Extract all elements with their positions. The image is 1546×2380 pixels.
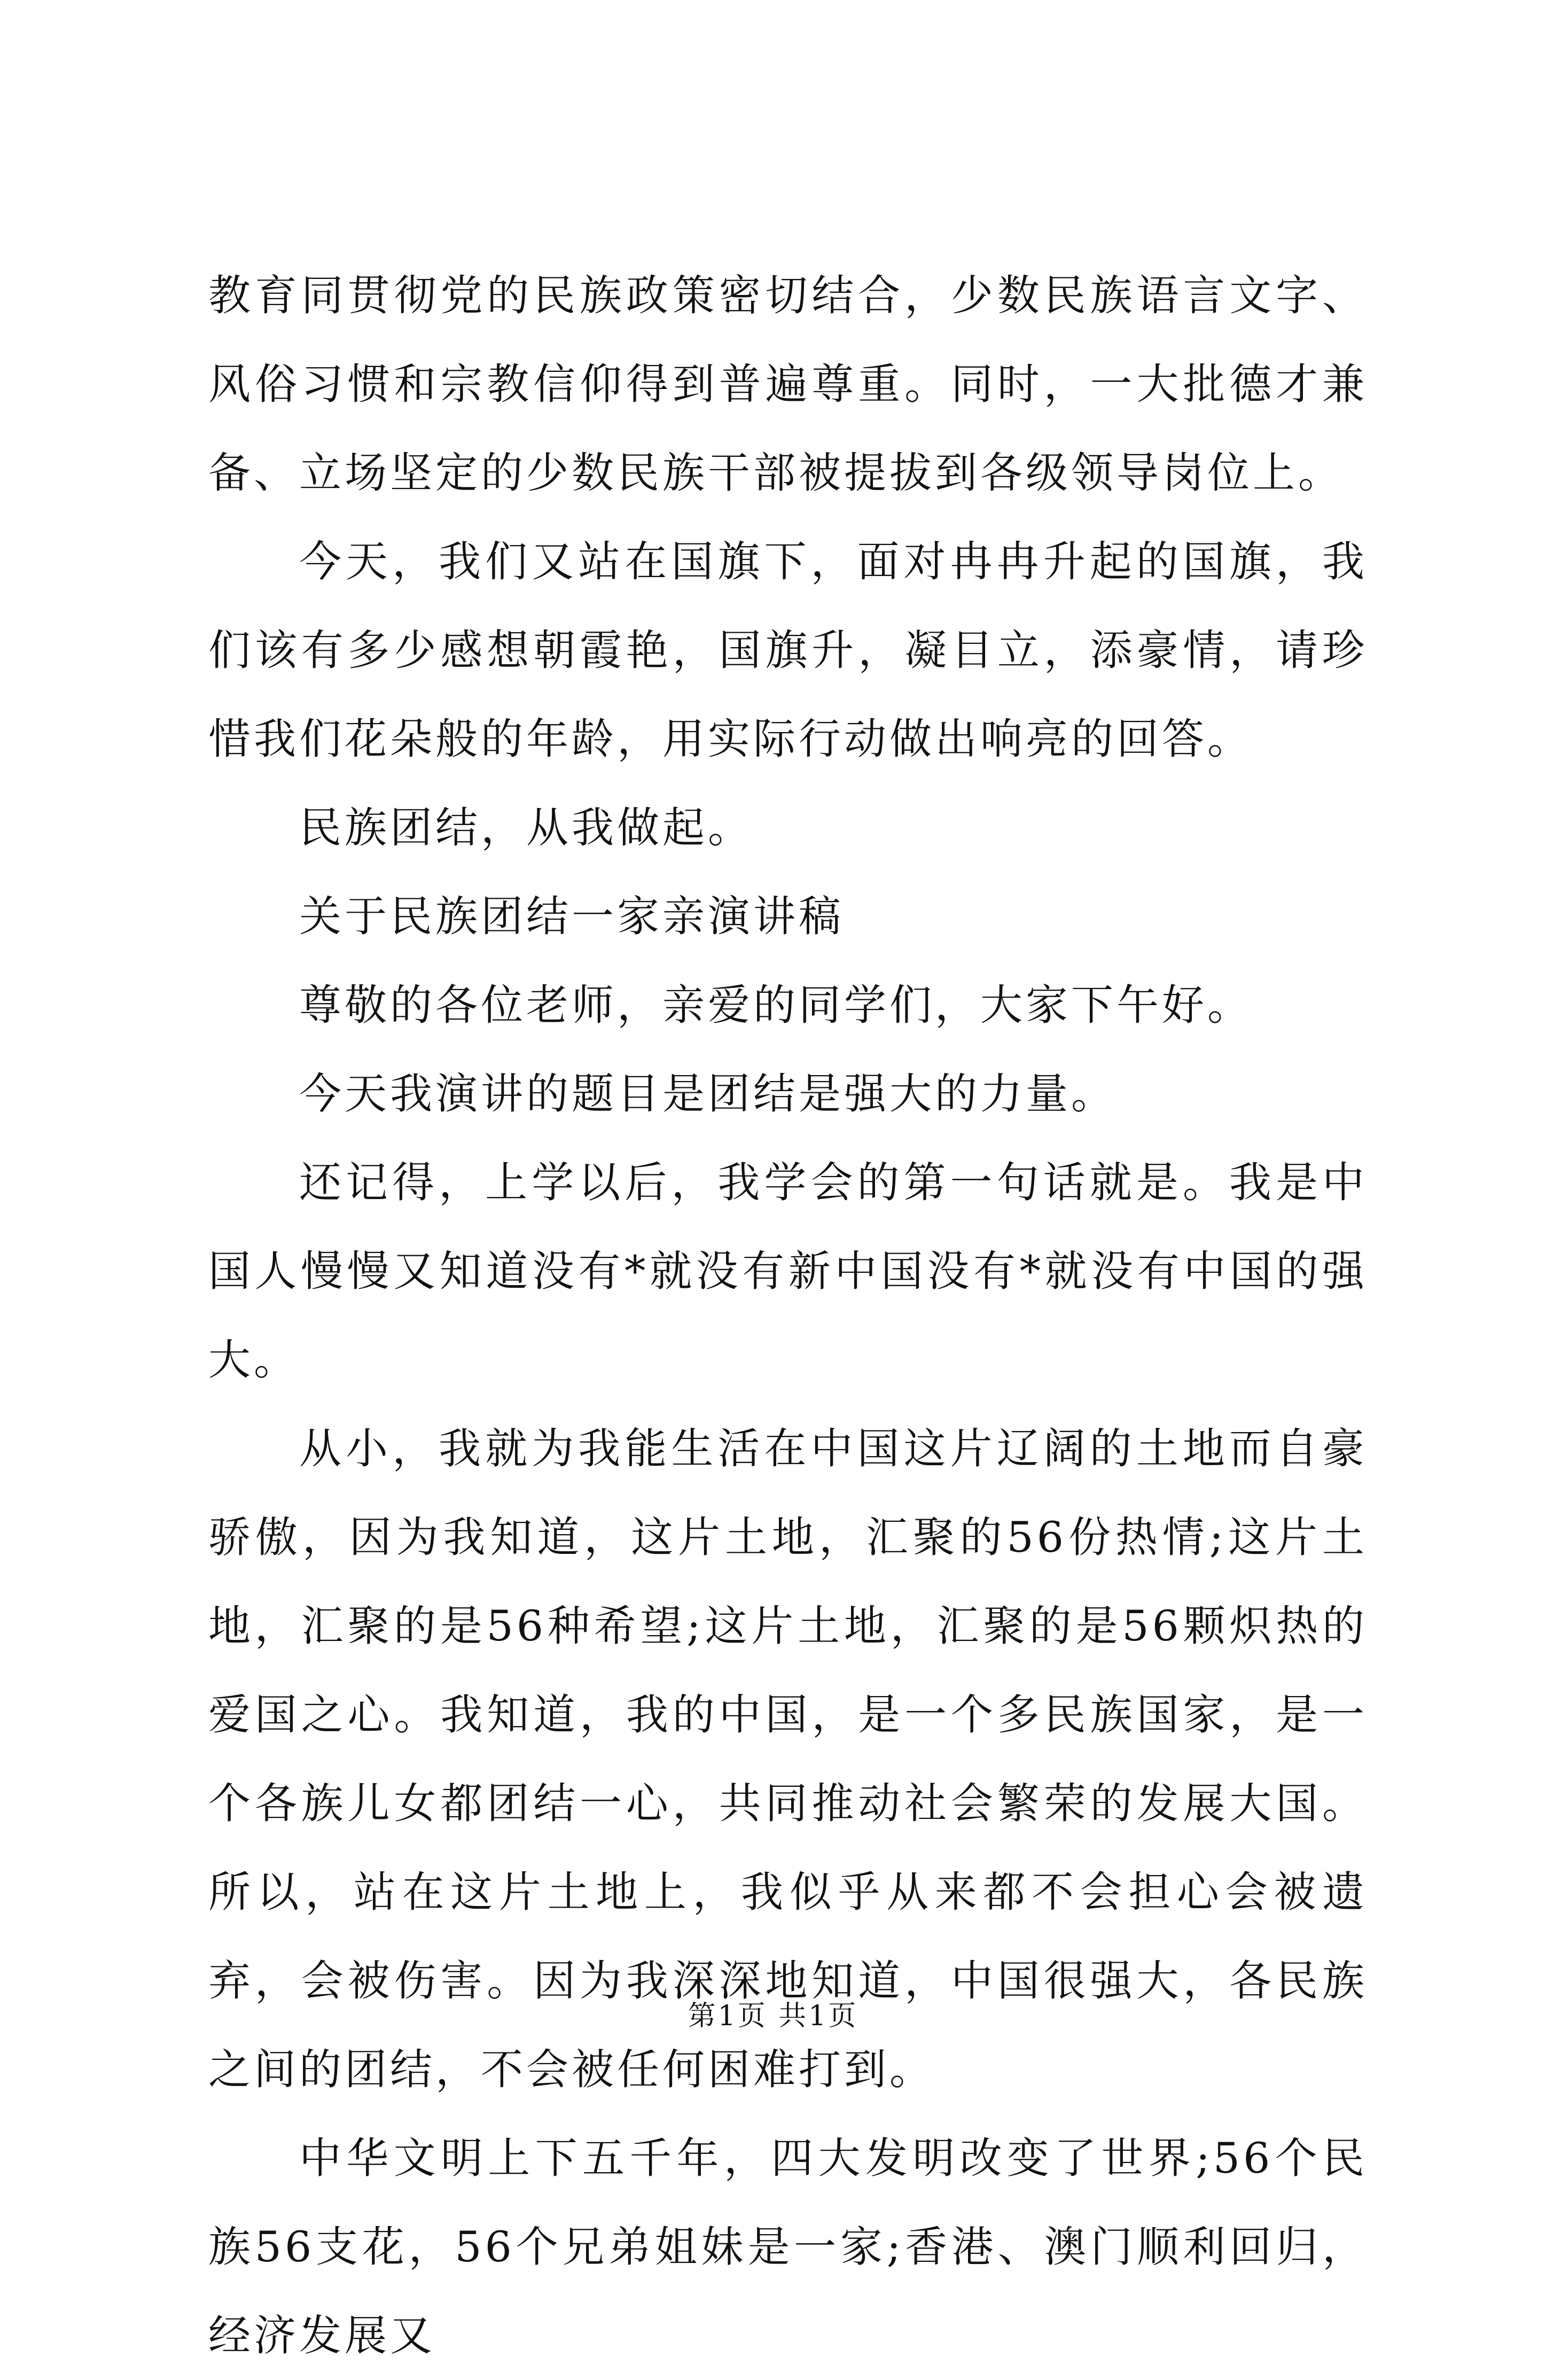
page-footer: 第1页 共1页 (688, 2000, 858, 2032)
paragraph: 今天我演讲的题目是团结是强大的力量。 (299, 1069, 1116, 1118)
paragraph: 从小，我就为我能生活在中国这片辽阔的土地而自豪骄傲，因为我知道，这片土地，汇聚的56份热情;这片土地，汇聚的是56种希望;这片土地，汇聚的是56颗炽热的爱国之心。我知道，我的中国，是一个多民族国家，是一个各族儿女都团结一心，共同推动社会繁荣的发展大国。所以，站在这片土地上，我似乎从来都不会担心会被遗弃，会被伤害。因为我深深地知道，中国很强大，各民族之间的团结，不会被任何困难打到。 (208, 1424, 1368, 2094)
section-title: 关于民族团结一家亲演讲稿 (299, 892, 844, 941)
greeting-paragraph: 尊敬的各位老师，亲爱的同学们，大家下午好。 (299, 981, 1253, 1030)
body-text (208, 251, 1368, 2380)
paragraph: 今天，我们又站在国旗下，面对冉冉升起的国旗，我们该有多少感想朝霞艳，国旗升，凝目立，添豪情，请珍惜我们花朵般的年龄，用实际行动做出响亮的回答。 (208, 537, 1368, 764)
paragraph: 还记得，上学以后，我学会的第一句话就是。我是中国人慢慢又知道没有*就没有新中国没有*就没有中国的强大。 (208, 1158, 1368, 1385)
paragraph-continued: 教育同贯彻党的民族政策密切结合，少数民族语言文字、风俗习惯和宗教信仰得到普遍尊重。同时，一大批德才兼备、立场坚定的少数民族干部被提拔到各级领导岗位上。 (208, 271, 1368, 497)
paragraph: 民族团结，从我做起。 (299, 803, 753, 852)
paragraph: 中华文明上下五千年，四大发明改变了世界;56个民族56支花，56个兄弟姐妹是一家;香港、澳门顺利回归，经济发展又 (208, 2134, 1368, 2360)
